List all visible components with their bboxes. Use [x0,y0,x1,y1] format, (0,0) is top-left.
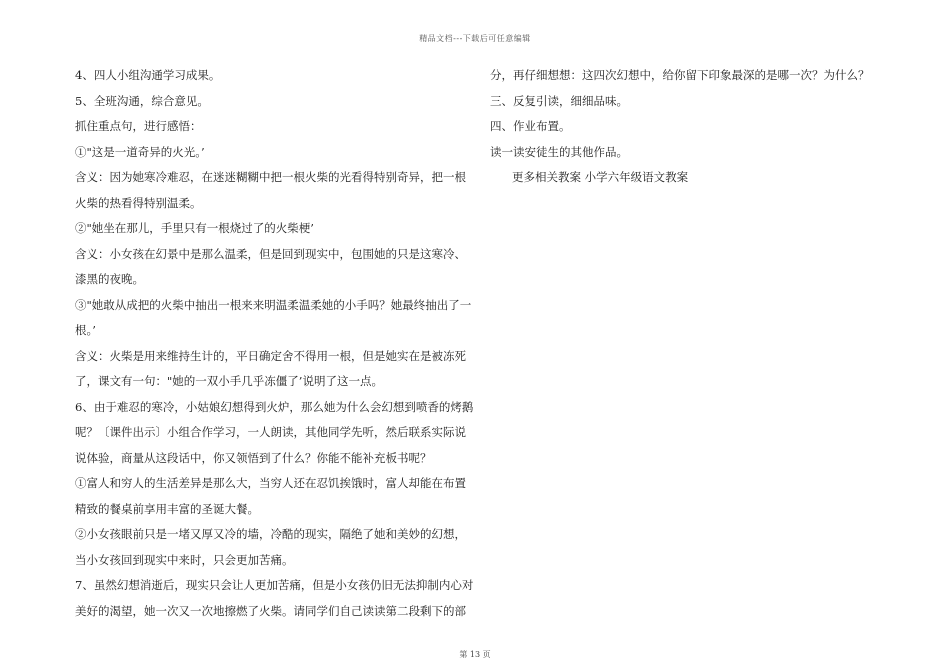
text-line: 抓住重点句，进行感悟： [75,119,202,133]
text-line: 说体验，商量从这段话中，你又领悟到了什么？你能不能补充板书呢？ [75,450,432,465]
text-line: 7、虽然幻想消逝后，现实只会让人更加苦痛，但是小女孩仍旧无法抑制内心对 [75,578,474,592]
text-line: 当小女孩回到现实中来时，只会更加苦痛。 [75,552,294,567]
text-line: 5、全班沟通，综合意见。 [75,93,209,108]
text-line: 漆黑的夜晚。 [75,272,144,286]
text-line: 呢？〔课件出示〕小组合作学习，一人朗读，其他同学先听，然后联系实际说 [75,425,466,439]
text-line: 精致的餐桌前享用丰富的圣诞大餐。 [75,501,259,516]
text-line: ①富人和穷人的生活差异是那么大，当穷人还在忍饥挨饿时，富人却能在布置 [75,476,466,490]
text-line: 含义：小女孩在幻景中是那么温柔，但是回到现实中，包围她的只是这寒冷、 [75,246,466,261]
page-header: 精品文档---下载后可任意编辑 [419,34,531,43]
text-line: 分，再仔细想想：这四次幻想中，给你留下印象最深的是哪一次？为什么？ [490,68,870,82]
text-line: ②"她坐在那儿，手里只有一根烧过了的火柴梗’ [75,221,314,235]
text-line: 含义：因为她寒冷难忍，在迷迷糊糊中把一根火柴的光看得特别奇异，把一根 [75,170,466,184]
left-column [75,63,474,624]
page-number: 第 13 页 [459,650,491,659]
text-line: 了，课文有一句："她的一双小手几乎冻僵了’说明了这一点。 [75,374,383,388]
text-line: 4、四人小组沟通学习成果。 [75,68,221,82]
text-line: 6、由于难忍的寒冷，小姑娘幻想得到火炉，那么她为什么会幻想到喷香的烤鹅 [75,399,474,414]
related-lesson-plans-line: 更多相关教案 小学六年级语文教案 [512,170,689,184]
text-line: 火柴的热看得特别温柔。 [75,195,202,210]
text-line: 四、作业布置。 [490,119,571,133]
text-line: 美好的渴望，她一次又一次地擦燃了火柴。请同学们自己读读第二段剩下的部 [75,603,466,618]
text-line: 含义：火柴是用来维持生计的，平日确定舍不得用一根，但是她实在是被冻死 [75,348,466,363]
text-line: ③"她敢从成把的火柴中抽出一根来来明温柔温柔她的小手吗？她最终抽出了一 [75,297,472,312]
text-line: 根。’ [75,323,96,337]
text-line: ②小女孩眼前只是一堵又厚又冷的墙，冷酷的现实，隔绝了她和美妙的幻想， [75,527,466,541]
text-line: ①"这是一道奇异的火光。’ [75,144,205,159]
right-column [490,63,880,191]
text-line: 三、反复引读，细细品味。 [490,93,628,108]
text-line: 读一读安徒生的其他作品。 [490,144,628,159]
